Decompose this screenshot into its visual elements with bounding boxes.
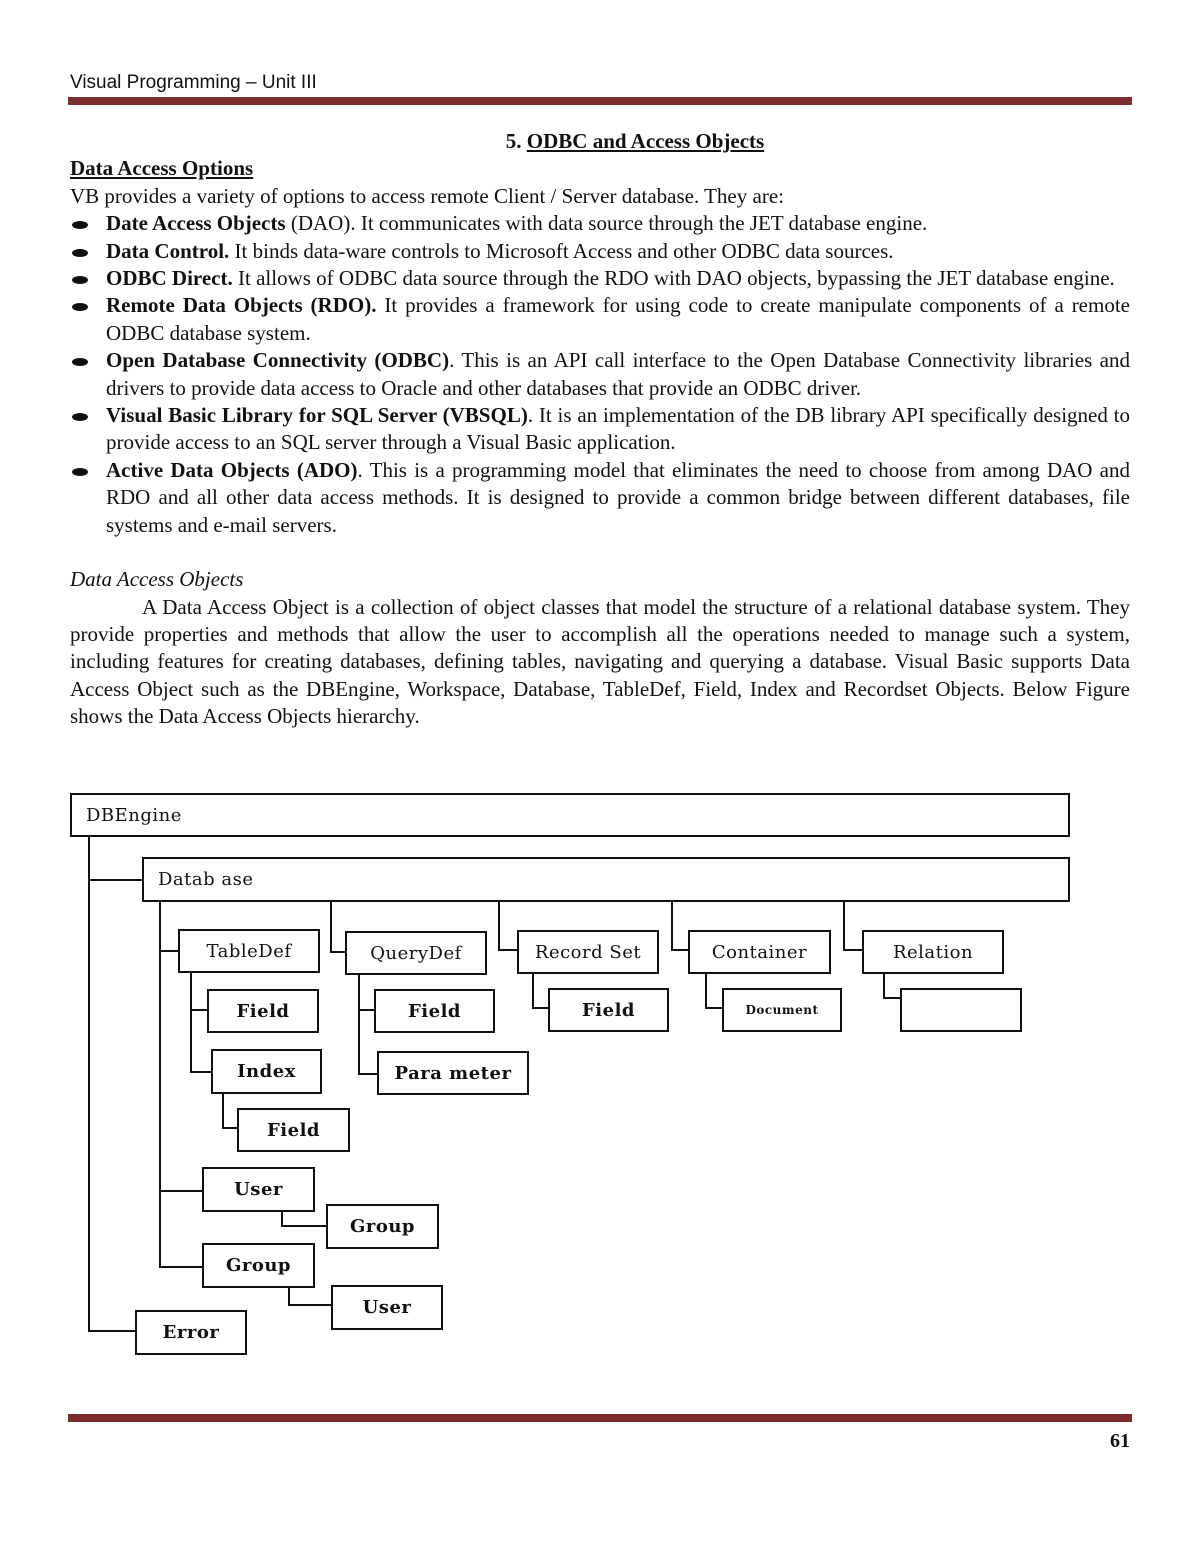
connector-line — [358, 972, 360, 1075]
list-item — [70, 265, 1130, 292]
connector-line — [705, 1007, 723, 1009]
list-item — [70, 292, 1130, 347]
connector-line — [358, 1073, 378, 1075]
parameter-box: Para meter — [377, 1051, 529, 1095]
connector-line — [671, 901, 673, 951]
bullet-icon — [72, 249, 88, 257]
connector-line — [222, 1127, 238, 1129]
connector-line — [159, 901, 161, 1268]
connector-line — [843, 949, 863, 951]
footer-rule — [68, 1414, 1132, 1422]
option-text: . This is a programming model that eliminates the need to choose from among DAO and RDO and all other data access methods. It is designed to provide a common bridge between different databases, file systems and e-mail servers. — [106, 457, 1131, 537]
options-list — [70, 210, 1130, 539]
option-term: Active Data Objects (ADO) — [106, 457, 358, 482]
connector-line — [498, 949, 518, 951]
group-box: Group — [202, 1243, 315, 1288]
database-box: Datab ase — [142, 857, 1070, 902]
option-term: Date Access Objects — [106, 211, 286, 236]
option-term: Data Control. — [106, 238, 230, 263]
running-header: Visual Programming – Unit III — [70, 72, 317, 93]
bullet-icon — [72, 413, 88, 421]
connector-line — [88, 1330, 136, 1332]
list-item — [70, 347, 1130, 402]
connector-line — [281, 1225, 327, 1227]
intro-text: VB provides a variety of options to access remote Client / Server database. They are: — [70, 183, 784, 208]
querydef-field-box: Field — [374, 989, 495, 1033]
connector-line — [159, 1190, 203, 1192]
connector-line — [159, 950, 179, 952]
list-item — [70, 210, 1130, 237]
relation-box: Relation — [862, 930, 1004, 974]
connector-line — [159, 1266, 203, 1268]
index-field-box: Field — [237, 1108, 350, 1152]
page-number: 61 — [1110, 1430, 1130, 1452]
connector-line — [222, 1093, 224, 1129]
option-term: ODBC Direct. — [106, 266, 233, 291]
option-term: Remote Data Objects (RDO). — [106, 293, 377, 318]
connector-line — [330, 901, 332, 953]
connector-line — [883, 972, 885, 999]
relation-child-box — [900, 988, 1022, 1032]
connector-line — [288, 1304, 332, 1306]
recordset-field-box: Field — [548, 988, 669, 1032]
connector-line — [88, 836, 90, 1332]
dao-paragraph: A Data Access Object is a collection of object classes that model the structure of a relational database system. They provide properties and methods that allow the user to accomplish all the operations needed to manage such a system, including features for creating databases, defining tables, navigating and querying a database. Visual Basic supports Data Access Object such as the DBEngine, Workspace, Database, TableDef, Field, Index and Recordset Objects. Below Figure shows the Data Access Objects hierarchy. — [70, 594, 1130, 729]
connector-line — [705, 972, 707, 1009]
connector-line — [190, 1071, 212, 1073]
connector-line — [358, 1009, 375, 1011]
user-group-box: Group — [326, 1204, 439, 1249]
option-text: (DAO). It communicates with data source through the JET database engine. — [285, 211, 928, 236]
option-text: . This is an API call interface to the Open Database Connectivity libraries and drivers to provide data access to Oracle and other databases that provide an ODBC driver. — [106, 348, 1130, 400]
option-term: Visual Basic Library for SQL Server (VBSQL) — [106, 403, 528, 428]
tabledef-field-box: Field — [207, 989, 319, 1033]
group-user-box: User — [331, 1285, 443, 1330]
connector-line — [532, 972, 534, 1009]
connector-line — [190, 972, 192, 1073]
connector-line — [883, 997, 901, 999]
connector-line — [843, 901, 845, 951]
connector-line — [88, 879, 143, 881]
list-item — [70, 457, 1130, 539]
chapter-title — [470, 128, 800, 155]
connector-line — [281, 1211, 283, 1227]
list-item — [70, 238, 1130, 265]
connector-line — [532, 1007, 549, 1009]
user-box: User — [202, 1167, 315, 1212]
connector-line — [330, 951, 346, 953]
header-rule — [68, 97, 1132, 105]
connector-line — [498, 901, 500, 951]
bullet-icon — [72, 358, 88, 366]
container-box: Container — [688, 930, 831, 974]
bullet-icon — [72, 221, 88, 229]
chapter-number: 5. — [505, 129, 522, 153]
bullet-icon — [72, 303, 88, 311]
querydef-box: QueryDef — [345, 931, 487, 975]
option-text: It provides a framework for using code to create manipulate components of a remote ODBC database system. — [106, 293, 1130, 345]
page-content — [70, 128, 1130, 731]
error-box: Error — [135, 1310, 247, 1355]
connector-line — [288, 1286, 290, 1306]
option-text: . It is an implementation of the DB library API specifically designed to provide access to an SQL server through a Visual Basic application. — [106, 403, 1130, 455]
option-term: Open Database Connectivity (ODBC) — [106, 348, 450, 373]
connector-line — [190, 1009, 208, 1011]
section-heading: Data Access Options — [70, 156, 254, 181]
recordset-box: Record Set — [517, 930, 659, 974]
dbengine-box: DBEngine — [70, 793, 1070, 837]
connector-line — [671, 949, 689, 951]
bullet-icon — [72, 276, 88, 284]
chapter-title-text: ODBC and Access Objects — [526, 129, 765, 153]
sub-heading: Data Access Objects — [70, 567, 244, 592]
index-box: Index — [211, 1049, 322, 1094]
tabledef-box: TableDef — [178, 929, 320, 973]
bullet-icon — [72, 468, 88, 476]
list-item — [70, 402, 1130, 457]
document-box: Document — [722, 988, 842, 1032]
option-text: It allows of ODBC data source through the RDO with DAO objects, bypassing the JET database engine. — [232, 266, 1115, 291]
option-text: It binds data-ware controls to Microsoft Access and other ODBC data sources. — [229, 238, 894, 263]
